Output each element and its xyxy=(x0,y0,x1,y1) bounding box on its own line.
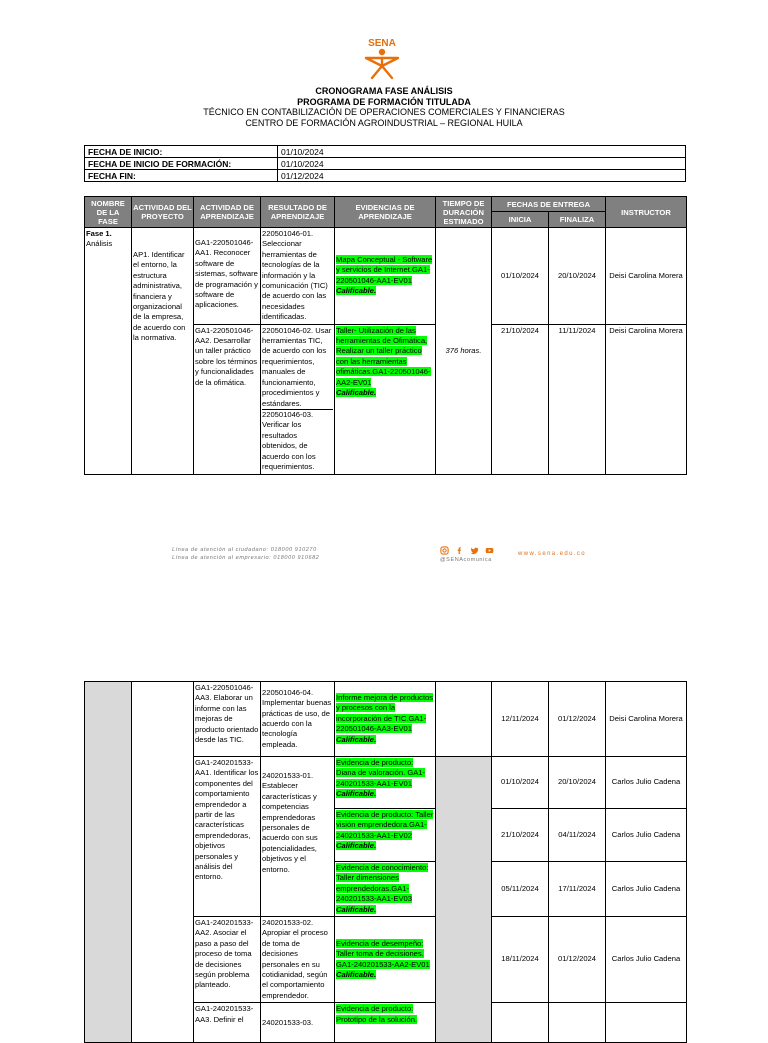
document-titles xyxy=(0,86,768,128)
fase-name: Fase 1. xyxy=(86,229,112,238)
evidencia-text: Evidencia de desempeño: Taller toma de decisiones. GA1-240201533-AA2-EV01 xyxy=(336,938,430,969)
evidencia-cell xyxy=(335,809,436,862)
table-row xyxy=(85,228,687,325)
evidencia-cell xyxy=(335,917,436,1003)
title-cronograma: CRONOGRAMA FASE ANÁLISIS xyxy=(315,86,453,96)
header-tiempo: TIEMPO DE DURACIÓN ESTIMADO xyxy=(436,197,492,228)
info-label: FECHA DE INICIO DE FORMACIÓN: xyxy=(85,158,278,170)
evidencia-text: Taller- Utilización de las herramientas de Ofimática, Realizar un taller práctico con las herramientas ofimáticas.GA1-220501046-AA2-EV01 xyxy=(336,325,431,387)
footer-contact xyxy=(172,546,319,562)
info-label: FECHA DE INICIO: xyxy=(85,146,278,158)
finaliza-cell: 01/12/2024 xyxy=(549,917,606,1003)
evidencia-cell xyxy=(335,324,436,474)
inicia-cell: 21/10/2024 xyxy=(492,324,549,474)
actividad-proyecto-cell: AP1. Identificar el entorno, la estructura administrativa, financiera y organizacional de la empresa, de acuerdo con la normativa. xyxy=(132,228,194,475)
evidencia-cell xyxy=(335,228,436,325)
schedule-table-page1 xyxy=(84,196,687,475)
instructor-cell: Carlos Julio Cadena xyxy=(606,809,687,862)
resultado-cell: 220501046-01. Seleccionar herramientas de tecnologías de la información y la comunicación (TIC) de acuerdo con las necesidades identificadas. xyxy=(261,228,335,325)
inicia-cell: 21/10/2024 xyxy=(492,809,549,862)
title-programa: PROGRAMA DE FORMACIÓN TITULADA xyxy=(297,96,471,107)
fase-sub: Análisis xyxy=(86,239,113,249)
finaliza-cell: 20/10/2024 xyxy=(549,757,606,809)
title-centro: CENTRO DE FORMACIÓN AGROINDUSTRIAL – REGIONAL HUILA xyxy=(245,117,523,128)
finaliza-cell xyxy=(549,1003,606,1043)
info-value: 01/10/2024 xyxy=(278,146,686,158)
info-label: FECHA FIN: xyxy=(85,170,278,182)
calificable-label: Calificable. xyxy=(336,970,377,980)
title-tecnico: TÉCNICO EN CONTABILIZACIÓN DE OPERACIONES COMERCIALES Y FINANCIERAS xyxy=(203,107,565,117)
instructor-cell: Carlos Julio Cadena xyxy=(606,757,687,809)
info-value: 01/12/2024 xyxy=(278,170,686,182)
youtube-icon[interactable] xyxy=(485,546,494,555)
resultado-cell: 240201533-01. Establecer características y competencias emprendedoras personales de acuerdo con sus potencialidades, objetivos y el entorno. xyxy=(261,757,335,917)
resultado-3: 220501046-03. Verificar los resultados obtenidos, de acuerdo con los requerimientos. xyxy=(262,409,333,472)
aa-cell: GA1-220501046-AA1. Reconocer software de sistemas, software de programación y software de aplicaciones. xyxy=(194,228,261,325)
aa-cell: GA1-220501046-AA3. Elaborar un informe con las mejoras de producto orientado desde las TIC. xyxy=(194,682,261,757)
info-row-inicio-formacion xyxy=(85,158,686,170)
inicia-cell: 01/10/2024 xyxy=(492,228,549,325)
evidencia-text: Mapa Conceptual - Software y servicios de Internet.GA1-220501046-AA1-EV01 xyxy=(336,255,433,285)
evidencia-text: Evidencia de producto: Diana de valoración. GA1-240201533-AA1-EV01 xyxy=(336,758,426,788)
logo-text: SENA xyxy=(368,38,396,49)
finaliza-cell: 20/10/2024 xyxy=(549,228,606,325)
header-fechas: FECHAS DE ENTREGA xyxy=(492,197,606,212)
finaliza-cell: 17/11/2024 xyxy=(549,862,606,917)
evidencia-cell xyxy=(335,862,436,917)
evidencia-cell xyxy=(335,1003,436,1043)
finaliza-cell: 04/11/2024 xyxy=(549,809,606,862)
fase-cell xyxy=(85,682,132,1043)
schedule-table-page2 xyxy=(84,681,687,1043)
sena-logo xyxy=(352,36,412,80)
instructor-cell: Deisi Carolina Morera xyxy=(606,682,687,757)
inicia-cell: 05/11/2024 xyxy=(492,862,549,917)
calificable-label: Calificable. xyxy=(336,789,377,799)
actividad-proyecto-cell xyxy=(132,682,194,1043)
aa-cell: GA1-240201533-AA1. Identificar los componentes del comportamiento emprendedor a partir de las características emprendedoras, objetivos personales y análisis del entorno. xyxy=(194,757,261,917)
evidencia-text: Evidencia de producto: Prototipo de la solución. xyxy=(336,1004,418,1024)
resultado-2: 220501046-02. Usar herramientas TIC, de acuerdo con los requerimientos, manuales de funcionamiento, procedimientos y estándares. xyxy=(262,325,332,408)
footer-line-empresario: Línea de atención al empresario: 018000 910682 xyxy=(172,555,320,561)
header-inicia: INICIA xyxy=(492,212,549,228)
evidencia-cell xyxy=(335,682,436,757)
instructor-cell: Carlos Julio Cadena xyxy=(606,917,687,1003)
inicia-cell: 18/11/2024 xyxy=(492,917,549,1003)
evidencia-text: Evidencia de producto: Taller visión emprendedora.GA1-240201533-AA1-EV02 xyxy=(336,810,434,840)
inicia-cell: 01/10/2024 xyxy=(492,757,549,809)
header-actividad-aprendizaje: ACTIVIDAD DE APRENDIZAJE xyxy=(194,197,261,228)
aa-cell: GA1-240201533-AA3. Definir el xyxy=(194,1003,261,1043)
tiempo-cell: 376 horas. xyxy=(436,228,492,475)
header-finaliza: FINALIZA xyxy=(549,212,606,228)
calificable-label: Calificable. xyxy=(336,904,377,914)
info-row-inicio xyxy=(85,146,686,158)
finaliza-cell: 11/11/2024 xyxy=(549,324,606,474)
instructor-cell xyxy=(606,1003,687,1043)
date-info-table xyxy=(84,145,686,182)
header-resultado: RESULTADO DE APRENDIZAJE xyxy=(261,197,335,228)
info-value: 01/10/2024 xyxy=(278,158,686,170)
instructor-cell: Deisi Carolina Morera xyxy=(606,228,687,325)
footer-line-ciudadano: Línea de atención al ciudadano: 018000 910270 xyxy=(172,547,317,553)
fase-cell xyxy=(85,228,132,475)
resultado-cell: 240201533-02. Apropiar el proceso de toma de decisiones personales en su cotidianidad, según el comportamiento emprendedor. xyxy=(261,917,335,1003)
inicia-cell xyxy=(492,1003,549,1043)
header-actividad-proyecto: ACTIVIDAD DEL PROYECTO xyxy=(132,197,194,228)
inicia-cell: 12/11/2024 xyxy=(492,682,549,757)
info-row-fin xyxy=(85,170,686,182)
finaliza-cell: 01/12/2024 xyxy=(549,682,606,757)
twitter-icon[interactable] xyxy=(470,546,479,555)
tiempo-cell xyxy=(436,757,492,1043)
header-instructor: INSTRUCTOR xyxy=(606,197,687,228)
page-footer xyxy=(172,546,602,568)
resultado-cell xyxy=(261,324,335,474)
resultado-cell: 220501046-04. Implementar buenas prácticas de uso, de acuerdo con la tecnología empleada. xyxy=(261,682,335,757)
instructor-cell: Deisi Carolina Morera xyxy=(606,324,687,474)
facebook-icon[interactable] xyxy=(455,546,464,555)
footer-website[interactable]: www.sena.edu.co xyxy=(518,551,587,557)
aa-cell: GA1-220501046-AA2. Desarrollar un taller práctico sobre los términos y funcionalidades de la ofimática. xyxy=(194,324,261,474)
resultado-cell: 240201533-03. xyxy=(261,1003,335,1043)
aa-cell: GA1-240201533-AA2. Asociar el paso a paso del proceso de toma de decisiones según problema planteado. xyxy=(194,917,261,1003)
calificable-label: Calificable. xyxy=(336,734,377,744)
footer-handle: @SENAcomunica xyxy=(440,557,492,563)
tiempo-cell xyxy=(436,682,492,757)
calificable-label: Calificable. xyxy=(336,841,377,851)
header-evidencias: EVIDENCIAS DE APRENDIZAJE xyxy=(335,197,436,228)
evidencia-text: Evidencia de conocimiento: Taller dimensiones emprendedoras.GA1-240201533-AA1-EV03 xyxy=(336,863,429,904)
footer-social xyxy=(440,546,587,563)
calificable-label: Calificable. xyxy=(336,388,377,398)
instagram-icon[interactable] xyxy=(440,546,449,555)
instructor-cell: Carlos Julio Cadena xyxy=(606,862,687,917)
calificable-label: Calificable. xyxy=(336,286,377,296)
header-fase: NOMBRE DE LA FASE xyxy=(85,197,132,228)
evidencia-cell xyxy=(335,757,436,809)
evidencia-text: Informe mejora de productos y procesos con la incorporación de TIC.GA1-220501046-AA3-EV01 xyxy=(336,692,434,734)
table-row xyxy=(85,682,687,757)
